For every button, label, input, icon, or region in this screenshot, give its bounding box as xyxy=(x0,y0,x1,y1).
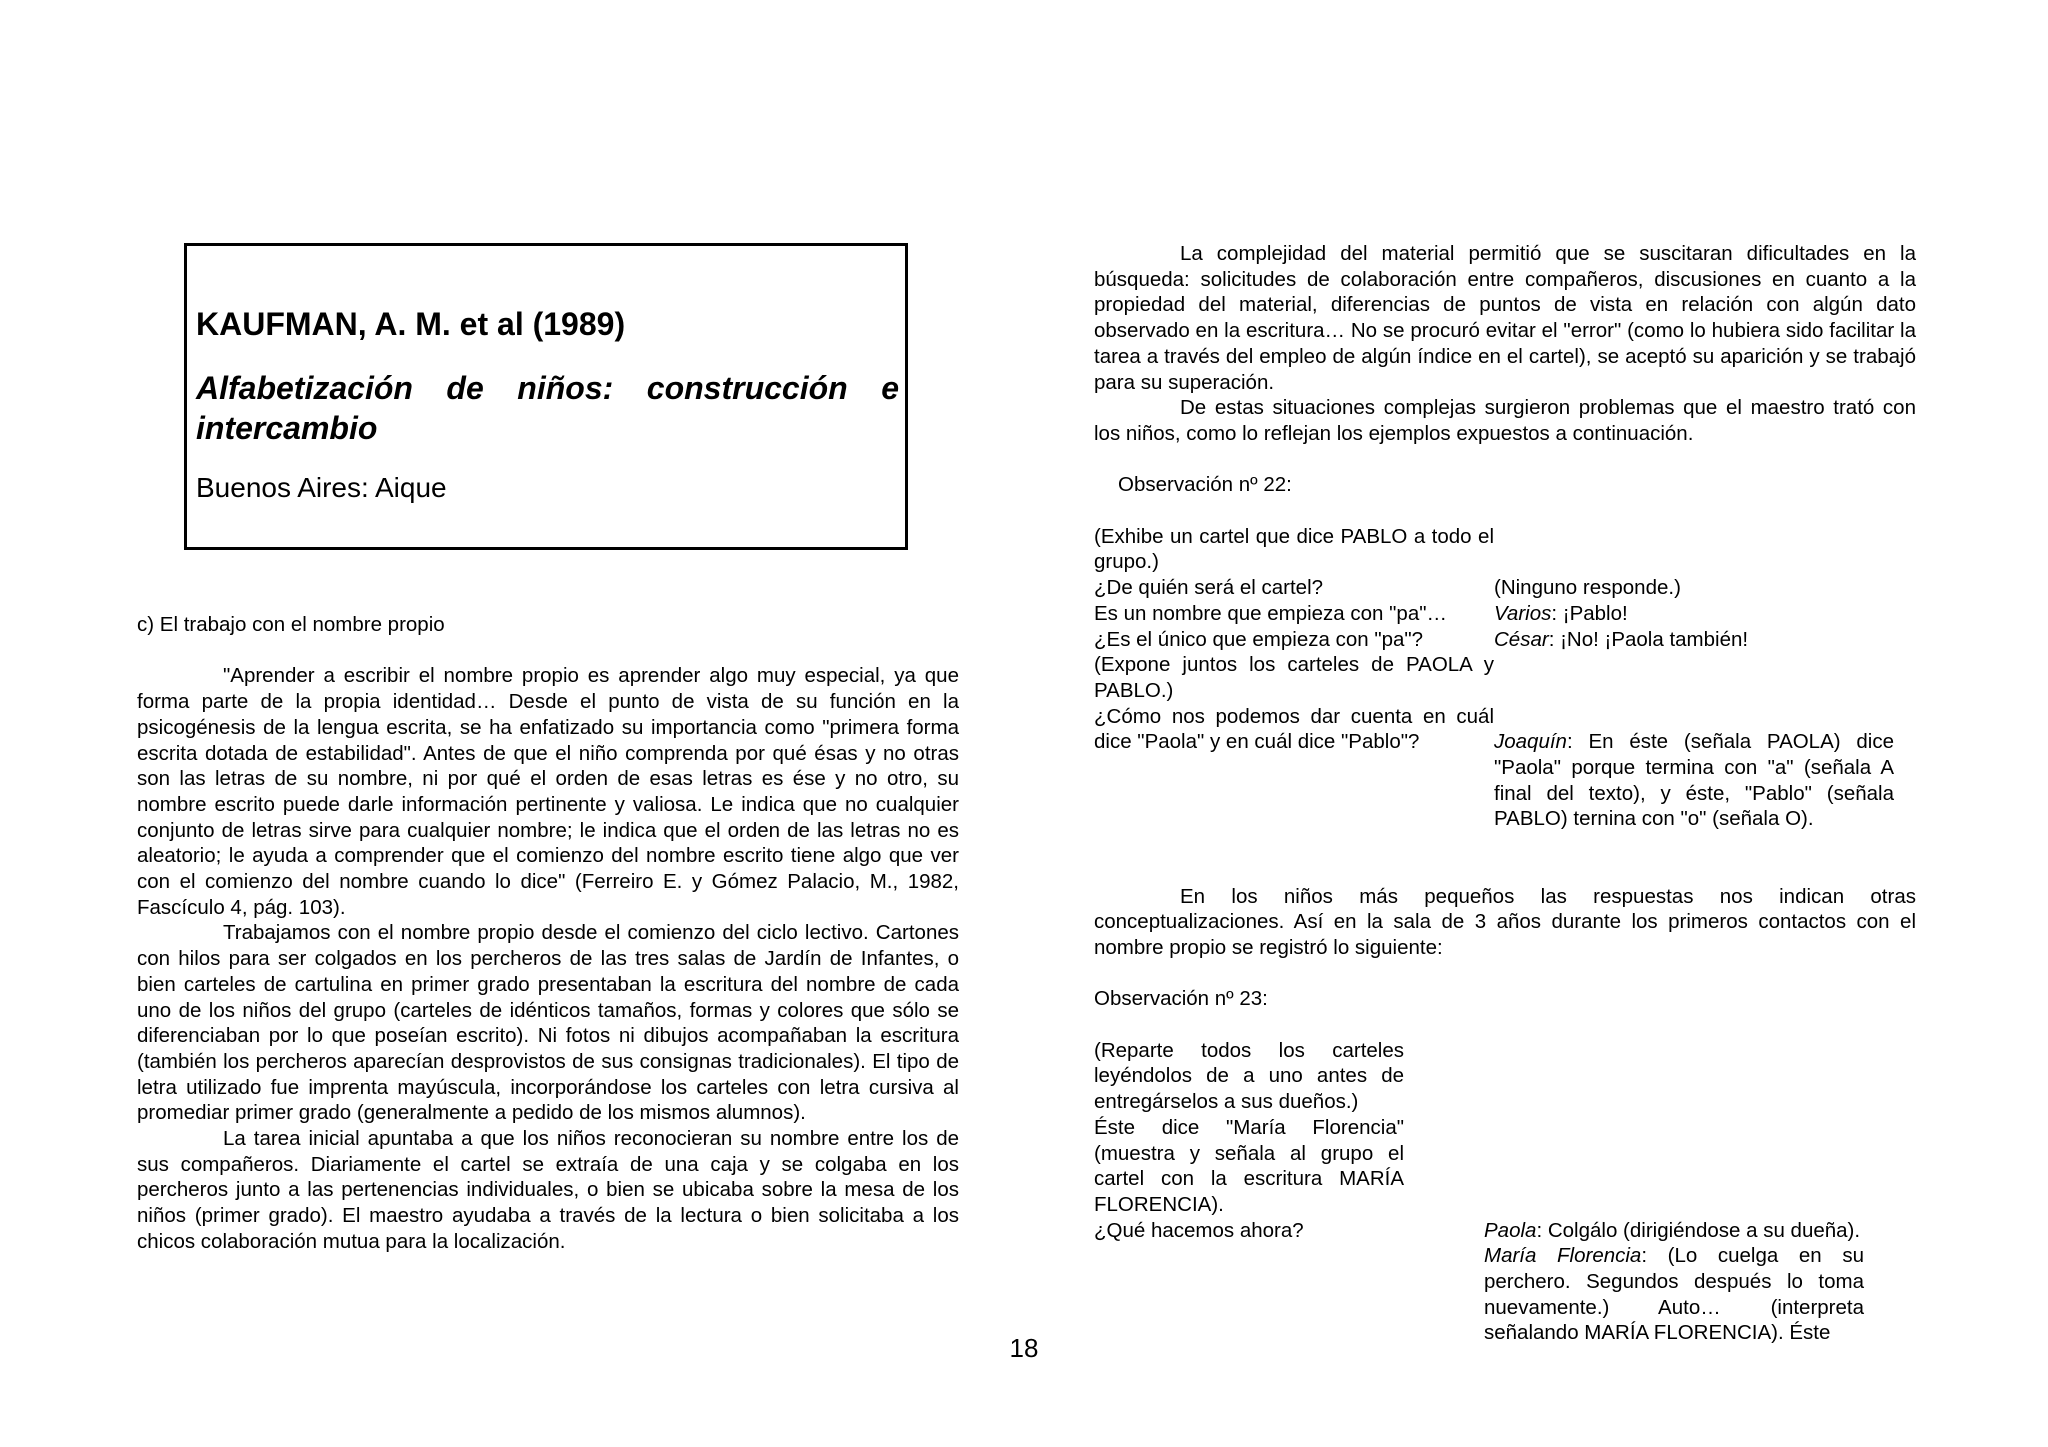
response-line xyxy=(1494,524,1894,575)
paragraph: La complejidad del material permitió que se suscitaran dificultades en la búsqueda: solicitudes de colaboración entre compañeros, discusiones en cuanto a la propiedad del material, diferencias de puntos de vista en relación con algún dato observado en la escritura… No se procuró evitar el "error" (como lo hubiera sido facilitar la tarea a través del empleo de algún índice en el cartel), se aceptó su aparición y se trabajó para su superación. xyxy=(1094,242,1916,394)
page-number: 18 xyxy=(1009,1333,1039,1363)
observation-23-dialog xyxy=(1094,1038,1916,1346)
response-block xyxy=(1484,1218,1864,1244)
speaker-name: Paola xyxy=(1484,1218,1537,1242)
teacher-line: ¿Es el único que empieza con "pa"? xyxy=(1094,627,1424,651)
response-line xyxy=(1494,704,1894,833)
speaker-name: María Florencia xyxy=(1484,1244,1642,1268)
response-text: : En éste (señala PAOLA) dice "Paola" porque termina con "a" (señala A final del texto), y éste, "Pablo" (señala PABLO) ternina con "o" (señala O). xyxy=(1494,730,1894,831)
paragraph: En los niños más pequeños las respuestas nos indican otras conceptualizaciones. Así en la sala de 3 años durante los primeros contactos con el nombre propio se registró lo siguiente: xyxy=(1094,884,1916,959)
response-text: : ¡No! ¡Paola también! xyxy=(1548,627,1749,651)
teacher-line: ¿Qué hacemos ahora? xyxy=(1094,1218,1304,1242)
teacher-line: (Reparte todos los carteles leyéndolos de a uno antes de entregárselos a sus dueños.) xyxy=(1094,1038,1404,1114)
response-line xyxy=(1494,652,1894,703)
response-block xyxy=(1484,1243,1864,1346)
response-line xyxy=(1484,1115,1864,1218)
response-line xyxy=(1484,1038,1864,1115)
response-text: : ¡Pablo! xyxy=(1551,601,1628,625)
speaker-name: Joaquín xyxy=(1494,730,1567,754)
teacher-line: (Expone juntos los carteles de PAOLA y PABLO.) xyxy=(1094,653,1494,702)
teacher-line: Éste dice "María Florencia" (muestra y señala al grupo el cartel con la escritura MARÍA FLORENCIA). xyxy=(1094,1115,1404,1216)
teacher-line: Es un nombre que empieza con "pa"… xyxy=(1094,601,1448,625)
response-text: : Colgálo (dirigiéndose a su dueña). xyxy=(1536,1218,1861,1242)
reference-box xyxy=(184,243,908,550)
teacher-line: ¿Cómo nos podemos dar cuenta en cuál dice "Paola" y en cuál dice "Pablo"? xyxy=(1094,704,1494,754)
response-line: (Ninguno responde.) xyxy=(1494,576,1681,600)
left-column xyxy=(137,612,959,1255)
paragraph: La tarea inicial apuntaba a que los niños reconocieran su nombre entre los de sus compañeros. Diariamente el cartel se extraía de una caja y se colgaba en los percheros junto a las pertenencias individuales, o bien se ubicaba sobre la mesa de los niños (primer grado). El maestro ayudaba a través de la lectura o bien solicitaba a los chicos colaboración mutua para la localización. xyxy=(137,1127,959,1253)
section-heading: c) El trabajo con el nombre propio xyxy=(137,613,445,636)
response-line xyxy=(1484,1218,1864,1347)
observation-heading: Observación nº 22: xyxy=(1118,473,1292,497)
reference-title: Alfabetización de niños: construcción e intercambio xyxy=(196,370,899,446)
response-line xyxy=(1494,601,1894,627)
response-text: : (Lo cuelga en su perchero. Segundos después lo toma nuevamente.) Auto… (interpreta señalando MARÍA FLORENCIA). Éste xyxy=(1484,1244,1864,1345)
teacher-line: (Exhibe un cartel que dice PABLO a todo el grupo.) xyxy=(1094,524,1494,574)
paragraph: "Aprender a escribir el nombre propio es aprender algo muy especial, ya que forma parte de la propia identidad… Desde el punto de vista de su función en la psicogénesis de la lengua escrita, se ha enfatizado su importancia como "primera forma escrita dotada de estabilidad". Antes de que el niño comprenda por qué ésas y no otras son las letras de su nombre, ni por qué el orden de esas letras es ése y no otro, su nombre escrito puede darle información pertinente y valiosa. Le indica que no cualquier conjunto de letras sirve para cualquier nombre; le indica que el orden de las letras no es aleatorio; le ayuda a comprender que el comienzo del nombre escrito tiene algo que ver con el comienzo del nombre cuando lo dice" (Ferreiro E. y Gómez Palacio, M., 1982, Fascículo 4, pág. 103). xyxy=(137,664,959,919)
paragraph: De estas situaciones complejas surgieron problemas que el maestro trató con los niños, como lo reflejan los ejemplos expuestos a continuación. xyxy=(1094,396,1916,445)
reference-author: KAUFMAN, A. M. et al (1989) xyxy=(196,306,626,342)
observation-heading: Observación nº 23: xyxy=(1094,987,1268,1011)
speaker-name: César xyxy=(1494,627,1549,651)
response-line xyxy=(1494,627,1894,653)
teacher-line: ¿De quién será el cartel? xyxy=(1094,576,1324,600)
right-column xyxy=(1094,241,1916,1346)
speaker-name: Varios xyxy=(1494,601,1552,625)
paragraph: Trabajamos con el nombre propio desde el comienzo del ciclo lectivo. Cartones con hilos para ser colgados en los percheros de las tres salas de Jardín de Infantes, o bien carteles de cartulina en primer grado presentaban la escritura del nombre de cada uno de los niños del grupo (carteles de idénticos tamaños, formas y colores que sólo se diferenciaban por lo que poseían escrito). Ni fotos ni dibujos acompañaban la escritura (también los percheros aparecían desprovistos de sus consignas tradicionales). El tipo de letra utilizado fue imprenta mayúscula, incorporándose los carteles con letra cursiva al promediar primer grado (generalmente a pedido de los mismos alumnos). xyxy=(137,921,959,1125)
reference-publisher: Buenos Aires: Aique xyxy=(196,472,447,503)
observation-22-dialog xyxy=(1094,524,1916,832)
